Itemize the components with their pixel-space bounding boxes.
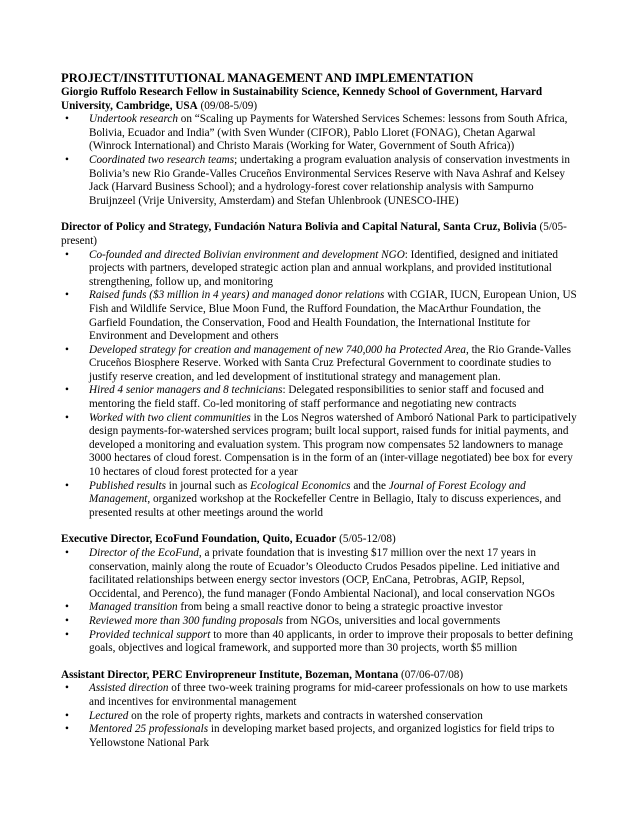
item-emphasis: Director of the EcoFund [89,547,199,559]
bullet-icon: • [65,289,69,302]
item-text: of three two-week training programs for mid-career professionals on how to use markets and incentives for environmental management [89,682,568,708]
item-emphasis: Coordinated two research teams [89,153,235,166]
item-text: , organized workshop at the Rockefeller Centre in Bellagio, Italy to discuss experiences, and presented results at other meetings around the world [89,493,562,519]
list-item [61,682,577,709]
bullet-icon: • [65,628,69,641]
item-emphasis: Undertook research [89,113,178,126]
item-emphasis: Journal of Forest Ecology and Management [89,479,526,506]
item-text: on “Scaling up Payments for Watershed Services Schemes: lessons from South Africa, Bolivia, Ecuador and India” (with Sven Wunder (CIFOR), Pablo Lloret (FONAG), Chetan Agarwal (Winrock International) and Christo Marais (Working for Water, Government of South Africa)) [89,113,568,153]
item-text: the Rio Grande-Valles Cruceños Biosphere Reserve. Worked with Santa Cruz Prefectural Government to coordinate studies to justify reserve creation, and led development of institutional strategy and management plan. [89,343,571,383]
bullet-icon: • [65,153,69,166]
list-item [61,723,577,750]
job-section [61,533,577,655]
item-text: ; undertaking a program evaluation analysis of conservation investments in Bolivia’s new Rio Grande-Valles Cruceños Environmental Services Reserve with Nava Ashraf and Kelsey Jack (Harvard Business School); and a hydrology-forest cover relationship analysis with Sampurno Bruijnzeel (Vrije University, Amsterdam) and Stefan Uhlenbrook (UNESCO-IHE) [89,153,570,207]
list-item [61,615,577,629]
job-title [61,669,577,683]
item-emphasis: Ecological Economics [250,479,351,492]
job-dates: (5/05-12/08) [336,533,396,546]
item-emphasis: Hired 4 senior managers and 8 technicians [89,384,283,397]
list-item [61,710,577,724]
bullet-icon: • [65,682,69,695]
list-item [61,113,577,154]
item-text: on the role of property rights, markets and contracts in watershed conservation [128,709,483,722]
bullet-icon: • [65,601,69,614]
bullet-icon: • [65,343,69,356]
item-text: , a private foundation that is investing $17 million over the next 17 years in conservation, mainly along the route of Ecuador’s Oleoducto Crudos Pesados pipeline. Led initiative and facilitated relationships between energy sector investors (OCP, EnCana, Petrobras, AGIP, Repsol, Occidental, and Perenco), the fund manager (Fondo Ambiental Nacional), and local conservation NGOs [89,547,560,600]
item-emphasis: Mentored 25 professionals [89,723,209,736]
job-title-text: Giorgio Ruffolo Research Fellow in Sustainability Science, Kennedy School of Government, Harvard University, Cambridge, USA [61,86,543,112]
job-dates: (07/06-07/08) [398,668,464,681]
item-text: to more than 40 applicants, in order to improve their proposals to better defining goals, objectives and logical framework, and supported more than 30 projects, worth $5 million [89,628,573,655]
item-text: from being a small reactive donor to being a strategic proactive investor [177,601,503,614]
item-emphasis: Co-founded and directed Bolivian environment and development NGO [89,248,405,261]
list-item [61,629,577,656]
list-item [61,547,577,601]
list-item [61,601,577,615]
list-item [61,480,577,521]
item-emphasis: Developed strategy for creation and management of new 740,000 ha Protected Area, [89,343,469,356]
item-emphasis: Assisted direction [89,682,169,695]
job-title [61,533,577,547]
job-dates: (09/08-5/09) [197,99,258,112]
job-bullets [61,547,577,656]
job-bullets [61,113,577,208]
list-item [61,154,577,208]
item-text: in the Los Negros watershed of Amboró National Park to participatively design payments-for-watershed services program; built local support, raised funds for initial payments, and developed a monitoring and evaluation system. This program now compensates 52 landowners to manage 3000 hectares of cloud forest. Compensation is in the form of an (inter-village negotiated) bee box for every 10 hectares of cloud forest protected for a year [89,411,577,479]
job-section [61,86,577,208]
bullet-icon: • [65,709,69,722]
bullet-icon: • [65,248,69,261]
job-title-text: Executive Director, EcoFund Foundation, Quito, Ecuador [61,533,337,546]
item-emphasis: Provided technical support [89,628,211,641]
bullet-icon: • [65,113,69,126]
bullet-icon: • [65,614,69,627]
bullet-icon: • [65,723,69,736]
item-text: : Identified, designed and initiated projects with partners, developed strategic action plan and annual workplans, and provided institutional strengthening, follow up, and monitoring [89,248,558,288]
bullet-icon: • [65,411,69,424]
list-item [61,249,577,290]
item-text: : Delegated responsibilities to senior staff and focused and mentoring the field staff. Co-led monitoring of staff performance and negotiating new contracts [89,384,544,411]
item-text: from NGOs, universities and local governments [283,614,501,627]
item-text: and the [350,479,389,492]
jobs-list [61,86,577,750]
list-item [61,412,577,480]
item-emphasis: Raised funds ($3 million in 4 years) and managed donor relations [89,289,385,302]
item-emphasis: Managed transition [89,601,178,614]
item-text: in developing market based projects, and organized logistics for field trips to Yellowstone National Park [89,723,555,749]
job-title [61,86,577,113]
job-bullets [61,682,577,750]
section-title: PROJECT/INSTITUTIONAL MANAGEMENT AND IMPLEMENTATION [61,71,474,85]
item-emphasis: Lectured [89,709,129,722]
cv-page [61,71,577,750]
job-title [61,221,577,248]
job-dates: (5/05-present) [61,221,567,247]
list-item [61,384,577,411]
item-emphasis: Published results [89,479,166,492]
job-section [61,221,577,520]
item-emphasis: Worked with two client communities [89,411,251,424]
bullet-icon: • [65,547,69,559]
job-bullets [61,249,577,521]
job-title-text: Director of Policy and Strategy, Fundación Natura Bolivia and Capital Natural, Santa Cruz, Bolivia [61,221,537,234]
bullet-icon: • [65,479,69,492]
job-section [61,669,577,751]
item-text: in journal such as [165,479,251,492]
list-item [61,289,577,343]
job-title-text: Assistant Director, PERC Enviropreneur Institute, Bozeman, Montana [61,668,399,681]
bullet-icon: • [65,384,69,397]
item-emphasis: Reviewed more than 300 funding proposals [89,614,283,627]
item-text: with CGIAR, IUCN, European Union, US Fish and Wildlife Service, Blue Moon Fund, the Rufford Foundation, the MacArthur Foundation, the Garfield Foundation, the Conservation, Food and Health Foundation, the International Institute for Environment and Development and others [89,289,577,343]
list-item [61,344,577,385]
